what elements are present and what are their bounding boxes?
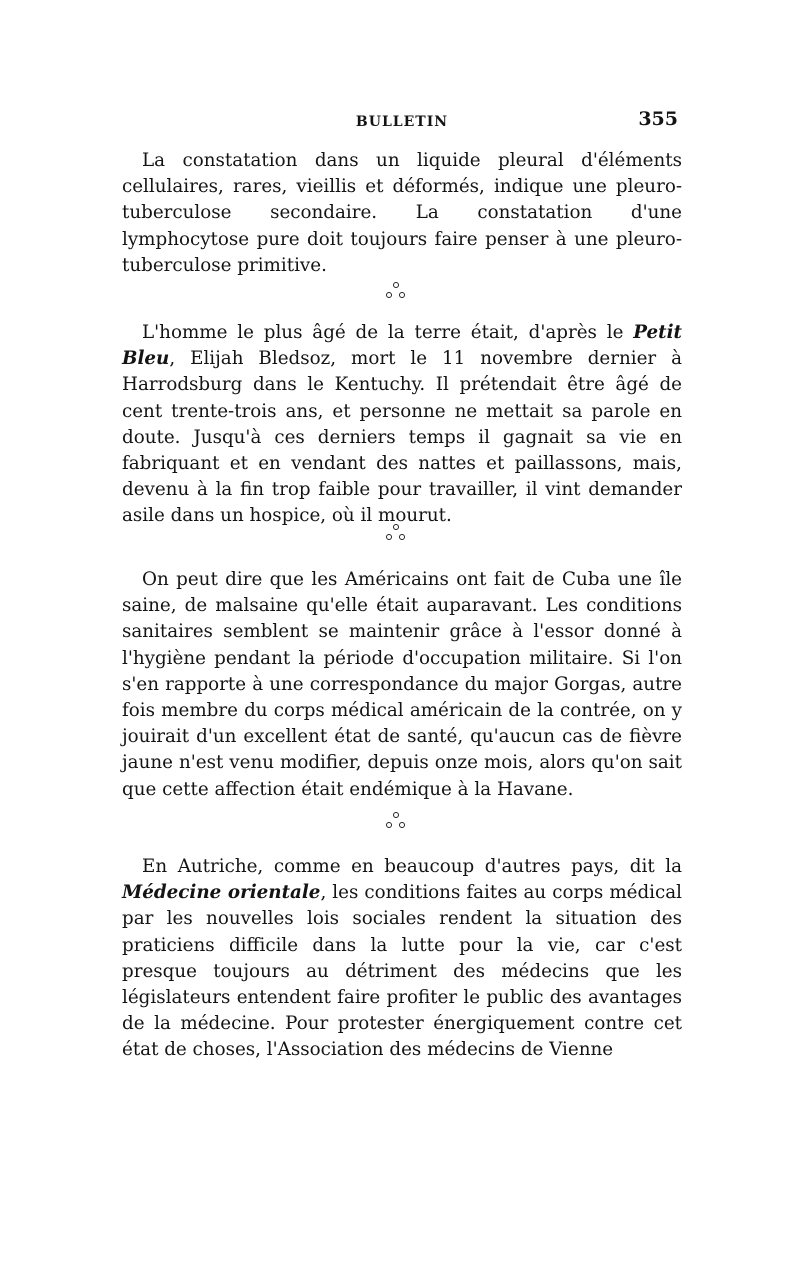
paragraph-oldest-man — [122, 320, 682, 530]
publication-title: Médecine orientale — [122, 882, 321, 904]
paragraph-text: La constatation dans un liquide pleural d'éléments cellulaires, rares, vieillis et déformés, indique une pleuro-tuberculose secondaire. La constatation d'une lymphocytose pure doit toujours faire penser à une pleuro-tuberculose primitive. — [122, 150, 682, 276]
page-number: 355 — [638, 108, 678, 130]
three-circles-asterism-icon — [386, 282, 406, 304]
paragraph-cuba-health — [122, 567, 682, 803]
paragraph-text-before: En Autriche, comme en beaucoup d'autres pays, dit la — [142, 856, 682, 877]
three-circles-asterism-icon — [386, 812, 406, 834]
paragraph-text: On peut dire que les Américains ont fait de Cuba une île saine, de malsaine qu'elle était auparavant. Les conditions sanitaires semblent se maintenir grâce à l'essor donné à l'hygiène pendant la période d'occupation militaire. Si l'on s'en rapporte à une correspondance du major Gorgas, autre fois membre du corps médical américain de la contrée, on y jouirait d'un excellent état de santé, qu'aucun cas de fièvre jaune n'est venu modifier, depuis onze mois, alors qu'on sait que cette affection était endémique à la Havane. — [122, 569, 682, 800]
paragraph-text-after: , les conditions faites au corps médical par les nouvelles lois sociales rendent la situation des praticiens difficile dans la lutte pour la vie, car c'est presque toujours au détriment des médecins que les législateurs entendent faire profiter le public des avantages de la médecine. Pour protester énergiquement contre cet état de choses, l'Association des médecins de Vienne — [122, 882, 683, 1061]
paragraph-text-after: , Elijah Bledsoz, mort le 11 novembre dernier à Harrodsburg dans le Kentuchy. Il prétendait être âgé de cent trente-trois ans, et personne ne mettait sa parole en doute. Jusqu'à ces derniers temps il gagnait sa vie en fabriquant et en vendant des nattes et paillassons, mais, devenu à la fin trop faible pour travailler, il vint demander asile dans un hospice, où il mourut. — [122, 348, 682, 527]
three-circles-asterism-icon — [386, 524, 406, 546]
paragraph-text-before: L'homme le plus âgé de la terre était, d'après le — [142, 322, 634, 343]
paragraph-austria-doctors — [122, 854, 682, 1064]
running-title: BULLETIN — [355, 114, 449, 130]
running-head — [122, 108, 682, 136]
publication-title: Petit Bleu — [122, 322, 682, 370]
paragraph-pleural-fluid — [122, 148, 682, 279]
